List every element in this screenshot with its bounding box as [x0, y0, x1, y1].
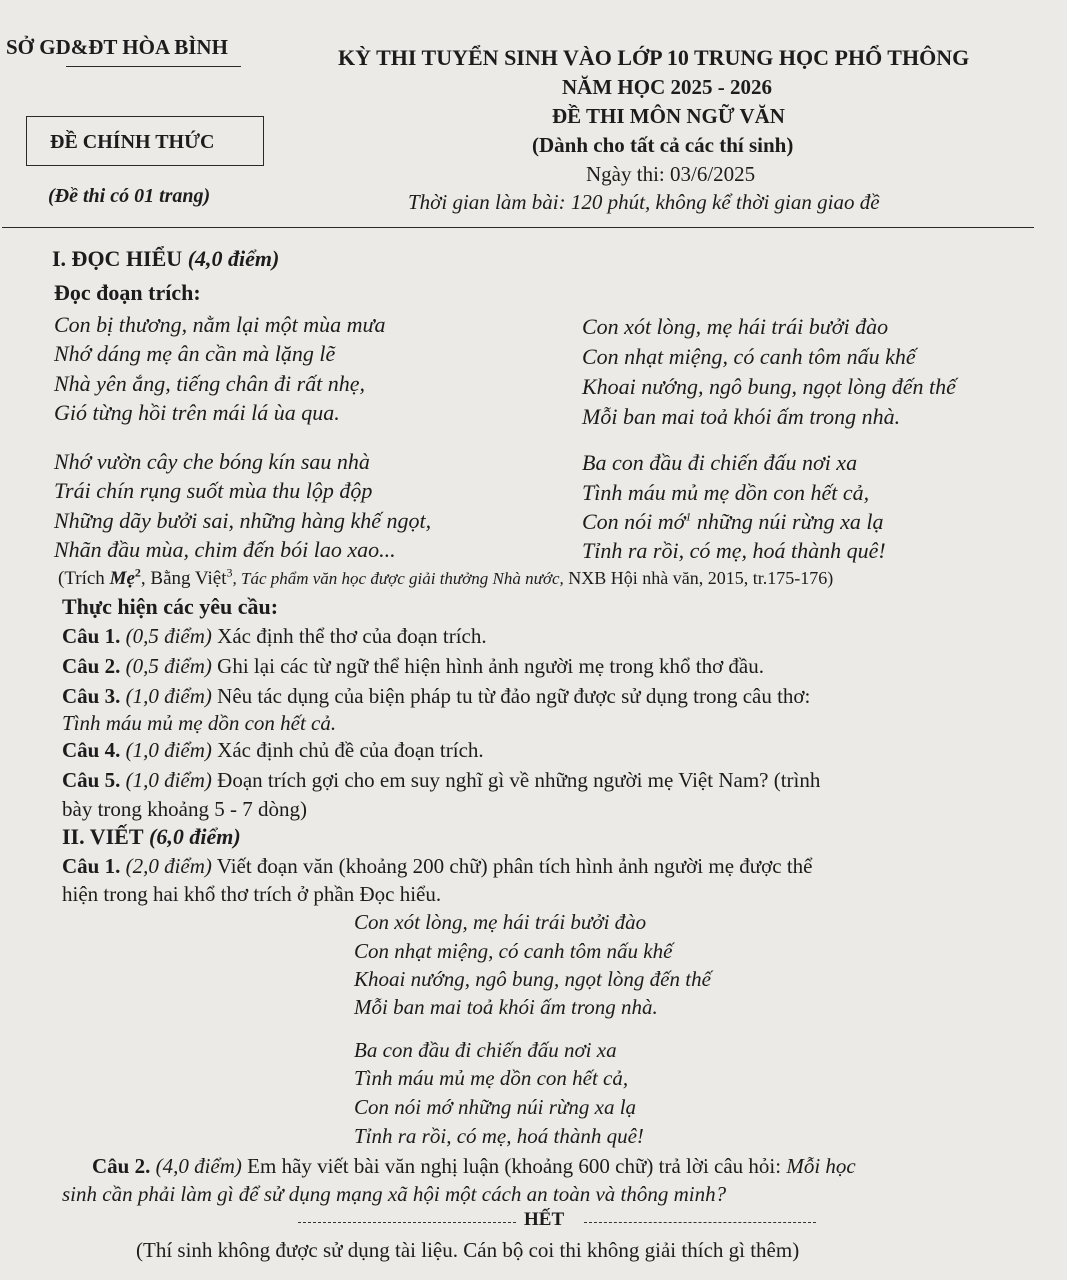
header-divider	[2, 227, 1034, 228]
footer-note: (Thí sinh không được sử dụng tài liệu. Cán bộ coi thi không giải thích gì thêm)	[136, 1238, 800, 1262]
quoted-poem-line: Ba con đầu đi chiến đấu nơi xa	[354, 1038, 617, 1062]
question-prompt: Mỗi học	[786, 1154, 856, 1178]
question-label: Câu 5.	[62, 768, 121, 792]
citation-open: (Trích	[58, 568, 110, 589]
part1-points: (4,0 điểm)	[187, 246, 280, 271]
quoted-poem-line: Khoai nướng, ngô bung, ngọt lòng đến thế	[354, 967, 711, 991]
page-count-note: (Đề thi có 01 trang)	[48, 185, 211, 207]
poem-left-line: Nhớ vườn cây che bóng kín sau nhà	[54, 449, 370, 474]
tasks-label: Thực hiện các yêu cầu:	[62, 594, 279, 619]
poem-right-line	[582, 509, 883, 535]
part1-heading-text: I. ĐỌC HIỂU	[52, 246, 183, 271]
part1-question-4	[62, 738, 484, 763]
poem-left-line: Nhớ dáng mẹ ân cần mà lặng lẽ	[54, 341, 336, 366]
poem-right-line: Mỗi ban mai toả khói ấm trong nhà.	[582, 404, 901, 429]
citation-author: , Bằng Việt	[140, 568, 227, 589]
poem-left-line: Con bị thương, nằm lại một mùa mưa	[54, 312, 386, 337]
exam-title: KỲ THI TUYỂN SINH VÀO LỚP 10 TRUNG HỌC PHỔ THÔNG	[338, 45, 970, 70]
quoted-poem-line: Tỉnh ra rồi, có mẹ, hoá thành quê!	[354, 1124, 644, 1148]
poem-right-line: Ba con đầu đi chiến đấu nơi xa	[582, 450, 858, 475]
part2-question-2-cont: sinh cần phải làm gì để sử dụng mạng xã hội một cách an toàn và thông minh?	[62, 1182, 727, 1206]
question-label: Câu 1.	[62, 854, 121, 878]
question-text: Em hãy viết bài văn nghị luận (khoảng 600 chữ) trả lời câu hỏi:	[241, 1154, 787, 1178]
end-label: HẾT	[524, 1209, 565, 1230]
quoted-poem-line: Mỗi ban mai toả khói ấm trong nhà.	[354, 995, 658, 1019]
poem-citation	[58, 565, 834, 590]
footnote-mark: 1	[685, 509, 692, 524]
question-label: Câu 2.	[92, 1154, 151, 1178]
official-label: ĐỀ CHÍNH THỨC	[50, 131, 215, 153]
question-points: (2,0 điểm)	[120, 854, 212, 878]
question-points: (1,0 điểm)	[120, 738, 212, 762]
question-text: Xác định chủ đề của đoạn trích.	[211, 738, 484, 762]
question-label: Câu 3.	[62, 684, 121, 708]
part1-question-3	[62, 684, 810, 709]
part1-heading	[52, 246, 279, 272]
poem-right-line: Con xót lòng, mẹ hái trái bưởi đào	[582, 314, 889, 339]
part2-question-1	[62, 854, 813, 879]
department-underline	[66, 66, 241, 67]
question-text: Viết đoạn văn (khoảng 200 chữ) phân tích hình ảnh người mẹ được thể	[211, 854, 813, 878]
question-points: (0,5 điểm)	[120, 654, 212, 678]
quoted-poem-line: Con nói mớ những núi rừng xa lạ	[354, 1095, 637, 1119]
part1-question-5-cont: bày trong khoảng 5 - 7 dòng)	[62, 797, 307, 821]
audience-note: (Dành cho tất cả các thí sinh)	[532, 133, 794, 157]
question-points: (4,0 điểm)	[150, 1154, 242, 1178]
exam-date: Ngày thi: 03/6/2025	[586, 162, 756, 186]
question-text: Xác định thể thơ của đoạn trích.	[211, 624, 487, 648]
poem-right-line7-rest: những núi rừng xa lạ	[691, 509, 884, 534]
poem-left-line: Gió từng hồi trên mái lá ùa qua.	[54, 400, 340, 425]
citation-publisher: NXB Hội nhà văn, 2015, tr.175-176)	[563, 568, 834, 588]
quoted-poem-line: Con nhạt miệng, có canh tôm nấu khế	[354, 939, 673, 963]
quoted-poem-line: Con xót lòng, mẹ hái trái bưởi đào	[354, 910, 647, 934]
question-label: Câu 1.	[62, 624, 121, 648]
citation-author-footnote: 3	[226, 565, 233, 580]
part2-heading-text: II. VIẾT	[62, 824, 144, 849]
question-points: (0,5 điểm)	[120, 624, 212, 648]
poem-left-line: Nhà yên ắng, tiếng chân đi rất nhẹ,	[54, 371, 366, 396]
question-text: Đoạn trích gợi cho em suy nghĩ gì về những người mẹ Việt Nam? (trình	[211, 768, 821, 792]
poem-right-line: Con nhạt miệng, có canh tôm nấu khế	[582, 344, 916, 369]
part2-question-1-cont: hiện trong hai khổ thơ trích ở phần Đọc hiểu.	[62, 882, 442, 906]
question-label: Câu 4.	[62, 738, 121, 762]
part2-points: (6,0 điểm)	[149, 824, 241, 849]
quoted-poem-line: Tình máu mủ mẹ dồn con hết cả,	[354, 1066, 629, 1090]
subject-title: ĐỀ THI MÔN NGỮ VĂN	[552, 104, 785, 128]
poem-left-line: Trái chín rụng suốt mùa thu lộp độp	[54, 478, 373, 503]
question-text: Ghi lại các từ ngữ thể hiện hình ảnh người mẹ trong khổ thơ đầu.	[211, 654, 765, 678]
poem-right-line: Khoai nướng, ngô bung, ngọt lòng đến thế	[582, 374, 956, 399]
department-name: SỞ GD&ĐT HÒA BÌNH	[6, 35, 228, 59]
part1-question-3-quote: Tình máu mủ mẹ dồn con hết cả.	[62, 711, 337, 735]
poem-left-line: Những dãy bưởi sai, những hàng khế ngọt,	[54, 508, 432, 533]
poem-right-line: Tỉnh ra rồi, có mẹ, hoá thành quê!	[582, 538, 886, 563]
end-divider-right	[584, 1222, 816, 1223]
school-year: NĂM HỌC 2025 - 2026	[562, 75, 772, 99]
poem-right-line7-start: Con nói mớ	[582, 509, 686, 534]
poem-right-line: Tình máu mủ mẹ dồn con hết cả,	[582, 480, 870, 505]
part1-question-2	[62, 654, 764, 679]
question-label: Câu 2.	[62, 654, 121, 678]
question-text: Nêu tác dụng của biện pháp tu từ đảo ngữ được sử dụng trong câu thơ:	[211, 684, 811, 708]
question-points: (1,0 điểm)	[120, 684, 212, 708]
part1-question-1	[62, 624, 487, 649]
part1-question-5	[62, 768, 820, 793]
exam-duration: Thời gian làm bài: 120 phút, không kể thời gian giao đề	[408, 190, 880, 214]
part2-question-2	[92, 1154, 856, 1179]
read-label: Đọc đoạn trích:	[54, 280, 201, 305]
end-divider-left	[298, 1222, 516, 1223]
question-points: (1,0 điểm)	[120, 768, 212, 792]
part2-heading	[62, 824, 241, 850]
citation-book: , Tác phẩm văn học được giải thưởng Nhà nước,	[232, 569, 564, 588]
citation-title-footnote: 2	[134, 565, 141, 580]
poem-left-line: Nhãn đầu mùa, chim đến bói lao xao...	[54, 537, 396, 562]
citation-title: Mẹ	[109, 568, 135, 589]
